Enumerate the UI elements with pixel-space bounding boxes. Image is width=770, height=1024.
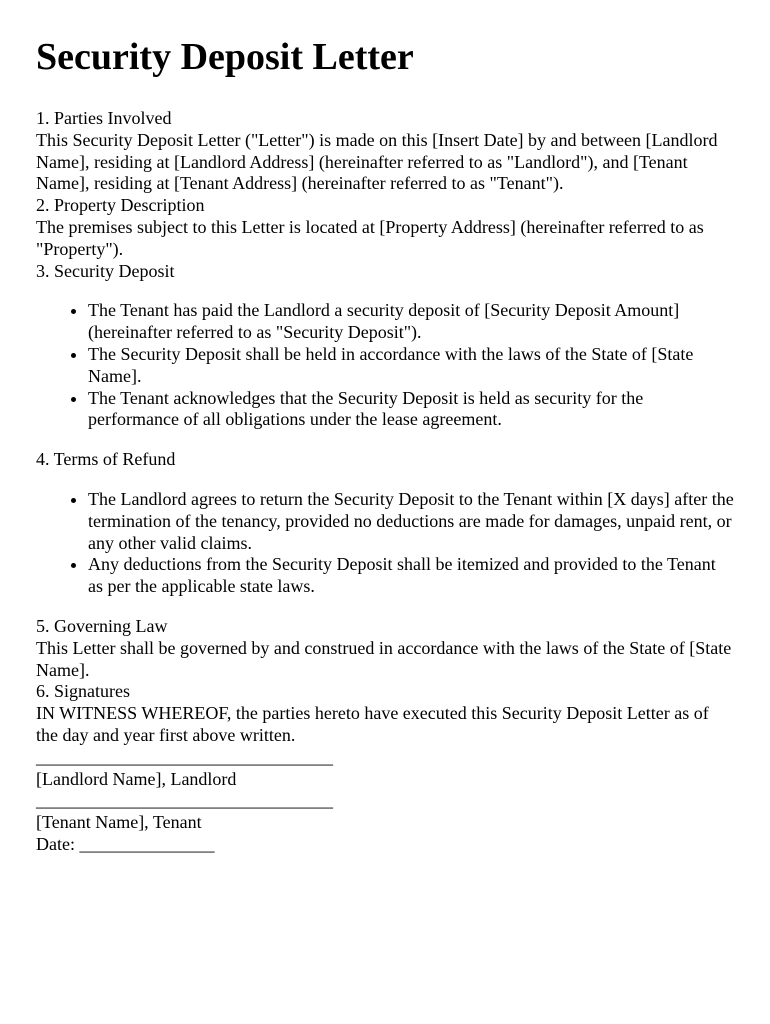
- list-item: • Any deductions from the Security Deposit shall be itemized and provided to the Tenant as per the applicable state laws.: [88, 554, 734, 598]
- tenant-signature-label: [Tenant Name], Tenant: [36, 812, 202, 833]
- refund-list: [36, 489, 734, 598]
- section-body-parties: This Security Deposit Letter ("Letter") is made on this [Insert Date] by and between [Landlord Name], residing at [Landlord Address] (hereinafter referred to as "Landlord"), and [Tenant Name], residing at [Tenant Address] (hereinafter referred to as "Tenant").: [36, 129, 718, 194]
- date-line: Date: _______________: [36, 833, 215, 854]
- deposit-list: [36, 300, 734, 431]
- section-heading-signatures: 6. Signatures: [36, 681, 130, 702]
- list-item: • The Landlord agrees to return the Security Deposit to the Tenant within [X days] after the termination of the tenancy, provided no deductions are made for damages, unpaid rent, or any other valid claims.: [88, 489, 734, 554]
- section-body-law: This Letter shall be governed by and construed in accordance with the laws of the State of [State Name].: [36, 637, 732, 680]
- document-title: Security Deposit Letter: [36, 36, 414, 78]
- section-body-property: The premises subject to this Letter is located at [Property Address] (hereinafter referred to as "Property").: [36, 216, 704, 259]
- landlord-signature-label: [Landlord Name], Landlord: [36, 768, 237, 789]
- section-heading-parties: 1. Parties Involved: [36, 108, 172, 128]
- section-heading-property: 2. Property Description: [36, 195, 205, 216]
- list-item: • The Tenant acknowledges that the Security Deposit is held as security for the performance of all obligations under the lease agreement.: [88, 388, 734, 432]
- section-heading-deposit: 3. Security Deposit: [36, 260, 175, 281]
- section-heading-refund: 4. Terms of Refund: [36, 449, 176, 470]
- section-body-signatures: IN WITNESS WHEREOF, the parties hereto have executed this Security Deposit Letter as of the day and year first above written.: [36, 703, 709, 745]
- list-item: • The Tenant has paid the Landlord a security deposit of [Security Deposit Amount] (hereinafter referred to as "Security Deposit").: [88, 300, 734, 344]
- landlord-signature-line: _________________________________: [36, 746, 333, 767]
- list-item: • The Security Deposit shall be held in accordance with the laws of the State of [State Name].: [88, 344, 734, 388]
- section-heading-law: 5. Governing Law: [36, 615, 168, 636]
- tenant-signature-line: _________________________________: [36, 790, 333, 811]
